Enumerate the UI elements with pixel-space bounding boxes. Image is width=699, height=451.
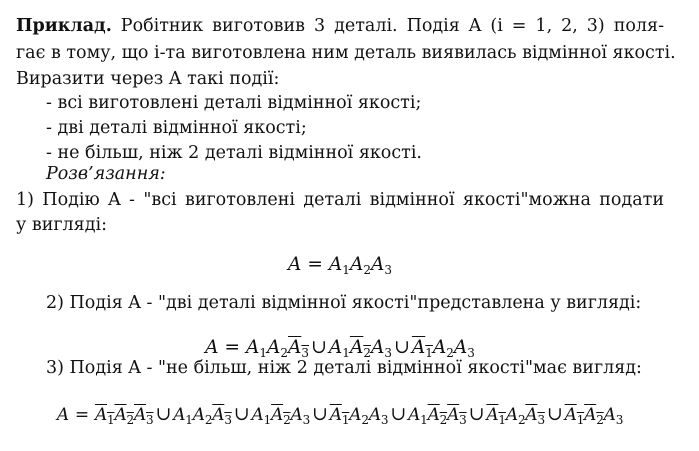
problem-line-3: Виразити через A такі події: bbox=[16, 69, 280, 89]
solution-step-1-line-1: 1) Подію A - "всі виготовлені деталі відмінної якості"можна подати bbox=[16, 190, 664, 210]
solution-step-3: 3) Подія A - "не більш, ніж 2 деталі відмінної якості"має вигляд: bbox=[46, 358, 642, 378]
problem-line-1 bbox=[16, 15, 664, 37]
formula-2: $A = A_1A_2A_3$ ∪ $A_1A_2A_3$ ∪ $A_1A_2A_3$ bbox=[205, 336, 475, 360]
example-title: Приклад. bbox=[16, 16, 112, 36]
solution-step-2: 2) Подія A - "дві деталі відмінної якості"представлена у вигляді: bbox=[46, 293, 642, 313]
list-item: - всі виготовлені деталі відмінної якості; bbox=[46, 93, 422, 113]
formula-3: $A = A_1A_2A_3$ ∪ $A_1A_2A_3$ ∪ $A_1A_2A_3$ ∪ $A_1A_2A_3$ ∪ $A_1A_2A_3$ ∪ $A_1A_2A_3$ ∪ $A_1A_2A_3$ bbox=[56, 403, 624, 427]
problem-line-1-text: Робітник виготовив 3 деталі. Подія A (i = 1, 2, 3) поля- bbox=[111, 16, 664, 36]
problem-line-2: гає в тому, що i-та виготовлена ним деталь виявилась відмінної якості. bbox=[16, 43, 676, 63]
list-item: - дві деталі відмінної якості; bbox=[46, 118, 307, 138]
list-item: - не більш, ніж 2 деталі відмінної якості. bbox=[46, 143, 422, 163]
solution-heading: Розв’язання: bbox=[46, 164, 166, 184]
formula-1: $A = A_1A_2A_3$ bbox=[288, 254, 392, 277]
solution-step-1-line-2: у вигляді: bbox=[16, 215, 107, 235]
